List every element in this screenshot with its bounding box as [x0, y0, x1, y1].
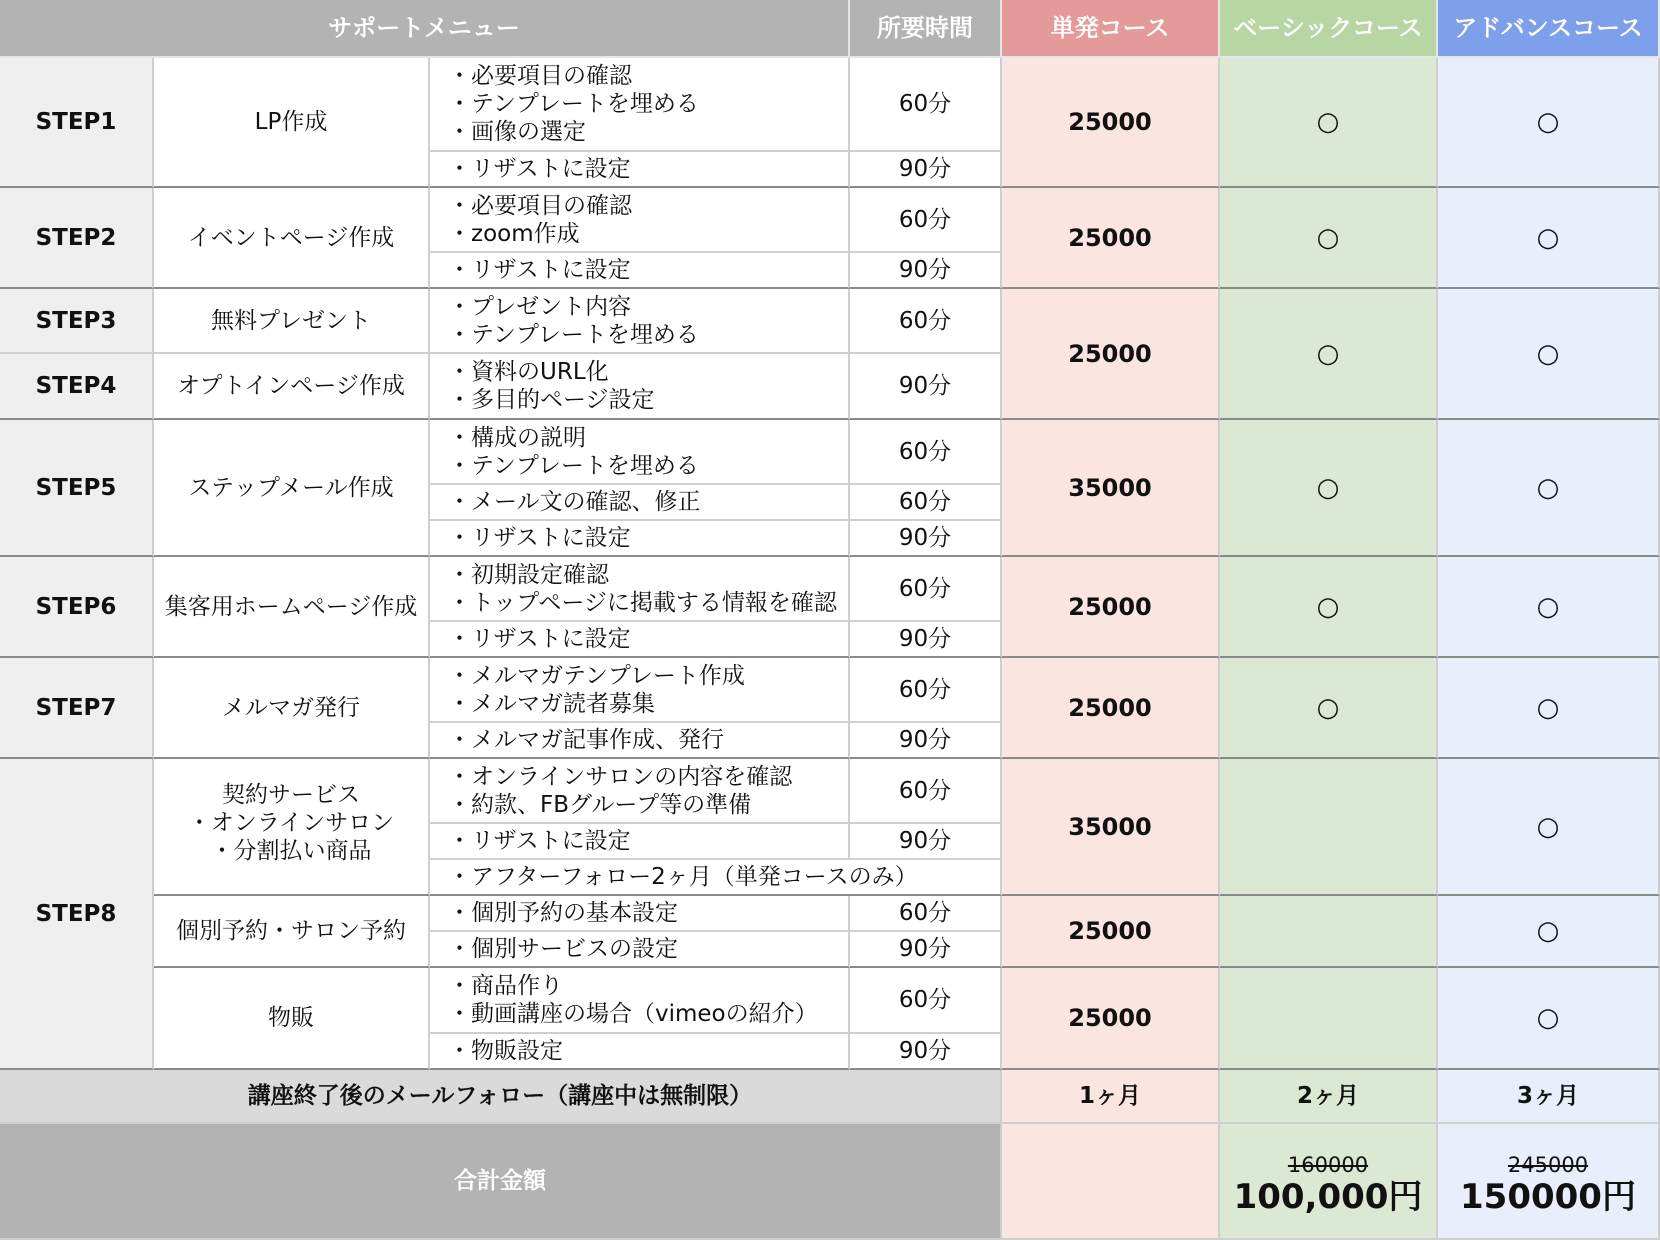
basic-included-mark: ○: [1220, 289, 1438, 420]
task-item: ・リザストに設定: [430, 622, 850, 658]
single-price: 25000: [1002, 289, 1220, 420]
task-item: ・必要項目の確認 ・zoom作成: [430, 188, 850, 253]
single-price: 25000: [1002, 968, 1220, 1070]
single-price: 25000: [1002, 557, 1220, 658]
duration: 90分: [850, 521, 1002, 557]
menu-name: 集客用ホームページ作成: [154, 557, 430, 658]
duration: 60分: [850, 896, 1002, 932]
single-price: 25000: [1002, 188, 1220, 289]
menu-name: LP作成: [154, 58, 430, 188]
advance-included-mark: ○: [1438, 289, 1660, 420]
task-item: ・個別予約の基本設定: [430, 896, 850, 932]
advance-included-mark: ○: [1438, 420, 1660, 557]
task-item: ・アフターフォロー2ヶ月（単発コースのみ）: [430, 860, 1002, 896]
duration: 90分: [850, 253, 1002, 289]
single-price: 25000: [1002, 658, 1220, 759]
task-item: ・プレゼント内容 ・テンプレートを埋める: [430, 289, 850, 354]
duration: 60分: [850, 485, 1002, 521]
single-price: 35000: [1002, 759, 1220, 896]
advance-original-price: 245000: [1507, 1153, 1589, 1177]
task-item: ・リザストに設定: [430, 824, 850, 860]
advance-included-mark: ○: [1438, 58, 1660, 188]
task-item: ・リザストに設定: [430, 152, 850, 188]
menu-name: 物販: [154, 968, 430, 1070]
basic-included-mark: ○: [1220, 658, 1438, 759]
task-item: ・商品作り ・動画講座の場合（vimeoの紹介）: [430, 968, 850, 1034]
duration: 60分: [850, 759, 1002, 824]
basic-follow-period: 2ヶ月: [1220, 1070, 1438, 1124]
menu-name: 個別予約・サロン予約: [154, 896, 430, 968]
duration: 90分: [850, 354, 1002, 420]
task-item: ・構成の説明 ・テンプレートを埋める: [430, 420, 850, 485]
task-item: ・リザストに設定: [430, 521, 850, 557]
advance-included-mark: ○: [1438, 658, 1660, 759]
single-follow-period: 1ヶ月: [1002, 1070, 1220, 1124]
advance-included-mark: ○: [1438, 896, 1660, 968]
basic-included-mark: ○: [1220, 188, 1438, 289]
menu-name: メルマガ発行: [154, 658, 430, 759]
advance-total: [1438, 1124, 1660, 1240]
advance-included-mark: ○: [1438, 557, 1660, 658]
basic-empty-cell: [1220, 759, 1438, 896]
basic-included-mark: ○: [1220, 557, 1438, 658]
step-label: STEP1: [0, 58, 154, 188]
duration: 90分: [850, 1034, 1002, 1070]
total-label: 合計金額: [0, 1124, 1002, 1240]
duration: 90分: [850, 622, 1002, 658]
header-time: 所要時間: [850, 0, 1002, 58]
basic-total: [1220, 1124, 1438, 1240]
menu-name: ステップメール作成: [154, 420, 430, 557]
header-menu: サポートメニュー: [0, 0, 850, 58]
duration: 60分: [850, 968, 1002, 1034]
duration: 60分: [850, 420, 1002, 485]
single-price: 25000: [1002, 58, 1220, 188]
task-item: ・リザストに設定: [430, 253, 850, 289]
task-item: ・メルマガ記事作成、発行: [430, 723, 850, 759]
basic-included-mark: ○: [1220, 58, 1438, 188]
duration: 60分: [850, 188, 1002, 253]
single-total-empty: [1002, 1124, 1220, 1240]
duration: 90分: [850, 932, 1002, 968]
menu-name: 契約サービス ・オンラインサロン ・分割払い商品: [154, 759, 430, 896]
advance-included-mark: ○: [1438, 188, 1660, 289]
basic-included-mark: ○: [1220, 420, 1438, 557]
duration: 60分: [850, 58, 1002, 152]
advance-included-mark: ○: [1438, 759, 1660, 896]
menu-name: 無料プレゼント: [154, 289, 430, 354]
task-item: ・資料のURL化 ・多目的ページ設定: [430, 354, 850, 420]
duration: 60分: [850, 658, 1002, 723]
task-item: ・必要項目の確認 ・テンプレートを埋める ・画像の選定: [430, 58, 850, 152]
basic-price: 100,000円: [1233, 1177, 1423, 1217]
mail-follow-label: 講座終了後のメールフォロー（講座中は無制限）: [0, 1070, 1002, 1124]
header-advance-course: アドバンスコース: [1438, 0, 1660, 58]
task-item: ・個別サービスの設定: [430, 932, 850, 968]
task-item: ・物販設定: [430, 1034, 850, 1070]
advance-follow-period: 3ヶ月: [1438, 1070, 1660, 1124]
advance-included-mark: ○: [1438, 968, 1660, 1070]
task-item: ・オンラインサロンの内容を確認 ・約款、FBグループ等の準備: [430, 759, 850, 824]
single-price: 35000: [1002, 420, 1220, 557]
menu-name: オプトインページ作成: [154, 354, 430, 420]
duration: 60分: [850, 289, 1002, 354]
header-basic-course: ベーシックコース: [1220, 0, 1438, 58]
step-label: STEP3: [0, 289, 154, 354]
duration: 90分: [850, 152, 1002, 188]
basic-original-price: 160000: [1287, 1153, 1369, 1177]
duration: 90分: [850, 723, 1002, 759]
duration: 60分: [850, 557, 1002, 622]
step-label: STEP2: [0, 188, 154, 289]
menu-name: イベントページ作成: [154, 188, 430, 289]
basic-empty-cell: [1220, 896, 1438, 968]
header-single-course: 単発コース: [1002, 0, 1220, 58]
step-label: STEP5: [0, 420, 154, 557]
duration: 90分: [850, 824, 1002, 860]
task-item: ・初期設定確認 ・トップページに掲載する情報を確認: [430, 557, 850, 622]
task-item: ・メール文の確認、修正: [430, 485, 850, 521]
step-label: STEP7: [0, 658, 154, 759]
advance-price: 150000円: [1460, 1177, 1636, 1217]
step-label: STEP4: [0, 354, 154, 420]
step-label: STEP8: [0, 759, 154, 1070]
basic-empty-cell: [1220, 968, 1438, 1070]
step-label: STEP6: [0, 557, 154, 658]
task-item: ・メルマガテンプレート作成 ・メルマガ読者募集: [430, 658, 850, 723]
single-price: 25000: [1002, 896, 1220, 968]
